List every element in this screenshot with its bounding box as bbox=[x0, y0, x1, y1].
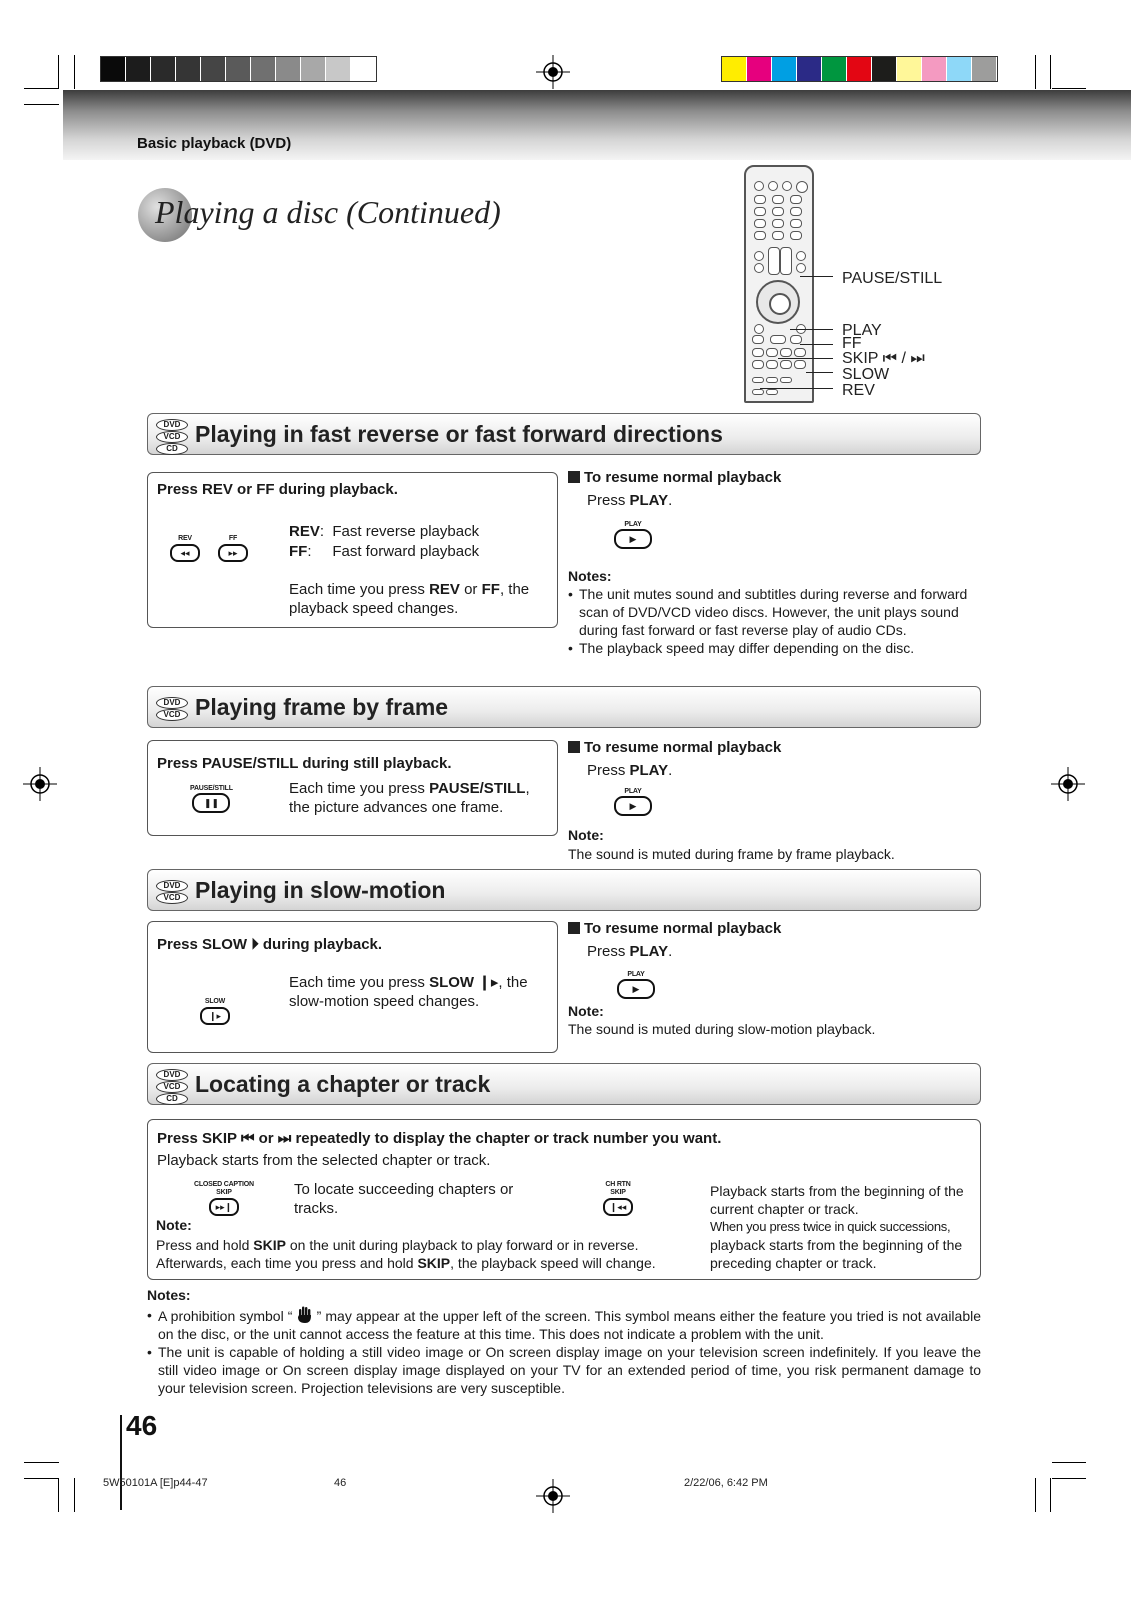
registration-mark-icon bbox=[536, 1479, 570, 1513]
instruction-text: Press PAUSE/STILL during still playback. bbox=[157, 755, 452, 772]
skip-next-button-icon: CLOSED CAPTION SKIP ▸▸❙ bbox=[194, 1181, 254, 1216]
registration-mark-icon bbox=[23, 767, 57, 801]
crop-mark bbox=[74, 1478, 75, 1512]
instruction-text: Press SLOW ⏵ during playback. bbox=[157, 936, 383, 953]
resume-heading: To resume normal playback bbox=[568, 919, 781, 938]
section-title: Playing frame by frame bbox=[195, 694, 449, 720]
callout-play: PLAY bbox=[842, 322, 882, 339]
color-swatch bbox=[722, 57, 747, 81]
crop-mark bbox=[1052, 88, 1086, 89]
list-item: • A prohibition symbol “ ” may appear at the upper left of the screen. This symbol means either the feature you tried is not available on the disc, or the unit cannot access the feature at this time. This does not indicate a problem with the unit. bbox=[147, 1306, 981, 1343]
resume-text: Press PLAY. bbox=[587, 943, 673, 960]
callout-skip: SKIP ⏮ / ⏭ bbox=[842, 350, 925, 367]
section-header-frame bbox=[147, 686, 981, 728]
skip-prev-description: Playback starts from the beginning of the current chapter or track. When you press twice in quick successions, playback starts from the beginning of the preceding chapter or track. bbox=[710, 1183, 964, 1271]
note-heading: Note: bbox=[156, 1217, 192, 1233]
gray-swatch bbox=[151, 57, 176, 81]
gray-swatch bbox=[251, 57, 276, 81]
note-text: The sound is muted during frame by frame playback. bbox=[568, 846, 895, 862]
crop-mark bbox=[58, 1478, 59, 1512]
dvd-badge: DVD bbox=[156, 697, 188, 709]
page-title: Playing a disc (Continued) bbox=[155, 194, 501, 230]
crop-mark bbox=[24, 1462, 59, 1463]
callout-ff: FF bbox=[842, 335, 862, 352]
color-swatch bbox=[872, 57, 897, 81]
crop-mark bbox=[1050, 55, 1051, 89]
crop-mark bbox=[24, 88, 59, 89]
note-text-line-2: Afterwards, each time you press and hold SKIP, the playback speed will change. bbox=[156, 1255, 656, 1271]
color-swatch bbox=[897, 57, 922, 81]
callout-slow: SLOW bbox=[842, 366, 890, 383]
instruction-text: Press SKIP ⏮ or ⏭ repeatedly to display the chapter or track number you want. bbox=[157, 1130, 722, 1147]
disc-badges bbox=[156, 697, 188, 721]
dvd-badge: DVD bbox=[156, 1069, 188, 1081]
gray-swatch bbox=[126, 57, 151, 81]
section-header-slow bbox=[147, 869, 981, 911]
instruction-text: Press REV or FF during playback. bbox=[157, 481, 398, 498]
resume-text: Press PLAY. bbox=[587, 762, 673, 779]
callout-line bbox=[778, 358, 833, 359]
frame-advance-text: Each time you press PAUSE/STILL, the picture advances one frame. bbox=[289, 780, 530, 816]
crop-mark bbox=[58, 55, 59, 89]
ff-button-icon: FF ▸▸ bbox=[218, 535, 248, 562]
note-heading: Note: bbox=[568, 827, 604, 843]
list-item: • The unit is capable of holding a still video image or On screen display image on your television screen indefinitely. If you leave the still video image or On screen display image displayed on your TV for an extended period of time, you risk permanent damage to your television screen. Projection televisions are very susceptible. bbox=[147, 1343, 981, 1397]
instruction-box-frame bbox=[147, 740, 558, 836]
disc-badges bbox=[156, 419, 188, 455]
resume-heading: To resume normal playback bbox=[568, 468, 781, 487]
slow-speed-text: Each time you press SLOW ❙▸, the slow-motion speed changes. bbox=[289, 974, 528, 1010]
crop-mark bbox=[1035, 55, 1036, 89]
section-header-chapter bbox=[147, 1063, 981, 1105]
resume-text: Press PLAY. bbox=[587, 492, 673, 509]
gray-swatch bbox=[226, 57, 251, 81]
bottom-notes-list bbox=[147, 1306, 981, 1397]
crop-mark bbox=[1035, 1478, 1036, 1512]
rev-button-icon: REV ◂◂ bbox=[170, 535, 200, 562]
gray-swatch bbox=[351, 57, 376, 81]
callout-line bbox=[800, 344, 833, 345]
crop-mark bbox=[1052, 1478, 1086, 1479]
vcd-badge: VCD bbox=[156, 431, 188, 443]
color-swatch bbox=[922, 57, 947, 81]
instruction-box-chapter bbox=[147, 1119, 981, 1280]
crop-mark bbox=[24, 1478, 59, 1479]
vcd-badge: VCD bbox=[156, 709, 188, 721]
speed-change-text: Each time you press REV or FF, the playback speed changes. bbox=[289, 581, 530, 617]
disc-badges bbox=[156, 880, 188, 904]
note-heading: Note: bbox=[568, 1003, 604, 1019]
registration-mark-icon bbox=[536, 55, 570, 89]
callout-line bbox=[800, 276, 833, 277]
page-number-rule bbox=[120, 1415, 122, 1510]
color-swatch bbox=[772, 57, 797, 81]
remote-control-illustration bbox=[744, 165, 814, 403]
vcd-badge: VCD bbox=[156, 892, 188, 904]
color-swatch bbox=[947, 57, 972, 81]
footer-file-ref: 5W50101A [E]p44-47 bbox=[103, 1477, 208, 1489]
rev-definition: REV: Fast reverse playback bbox=[289, 523, 480, 540]
vcd-badge: VCD bbox=[156, 1081, 188, 1093]
gray-swatch bbox=[176, 57, 201, 81]
grayscale-bar bbox=[100, 56, 377, 82]
color-bar bbox=[721, 56, 998, 82]
gray-swatch bbox=[326, 57, 351, 81]
list-item: • The playback speed may differ depending on the disc. bbox=[568, 639, 978, 657]
resume-heading: To resume normal playback bbox=[568, 738, 781, 757]
pause-still-button-icon: PAUSE/STILL ❚❚ bbox=[190, 785, 233, 813]
crop-mark bbox=[74, 55, 75, 89]
crop-mark bbox=[1050, 1478, 1051, 1512]
instruction-box-slow bbox=[147, 921, 558, 1053]
cd-badge: CD bbox=[156, 443, 188, 455]
dvd-badge: DVD bbox=[156, 419, 188, 431]
instruction-subtext: Playback starts from the selected chapter or track. bbox=[157, 1152, 491, 1169]
color-swatch bbox=[797, 57, 822, 81]
dvd-badge: DVD bbox=[156, 880, 188, 892]
color-swatch bbox=[847, 57, 872, 81]
section-header-fast bbox=[147, 413, 981, 455]
play-button-icon: PLAY ▶ bbox=[617, 971, 655, 999]
footer-timestamp: 2/22/06, 6:42 PM bbox=[684, 1477, 768, 1489]
callout-line bbox=[760, 388, 833, 389]
section-title: Playing in slow-motion bbox=[195, 877, 446, 903]
callout-line bbox=[790, 329, 833, 330]
gray-swatch bbox=[101, 57, 126, 81]
color-swatch bbox=[747, 57, 772, 81]
ff-definition: FF: Fast forward playback bbox=[289, 543, 480, 560]
color-swatch bbox=[822, 57, 847, 81]
gray-swatch bbox=[201, 57, 226, 81]
prohibition-hand-icon bbox=[297, 1306, 313, 1324]
callout-pause-still: PAUSE/STILL bbox=[842, 270, 943, 287]
callout-line bbox=[806, 372, 833, 373]
bottom-notes-heading: Notes: bbox=[147, 1287, 191, 1303]
play-button-icon: PLAY ▶ bbox=[614, 521, 652, 549]
instruction-box-fast bbox=[147, 472, 558, 628]
disc-badges bbox=[156, 1069, 188, 1105]
callout-rev: REV bbox=[842, 382, 875, 399]
notes-heading: Notes: bbox=[568, 568, 612, 584]
section-title: Locating a chapter or track bbox=[195, 1071, 491, 1097]
slow-button-icon: SLOW ❙▸ bbox=[200, 998, 230, 1025]
crop-mark bbox=[1052, 1462, 1086, 1463]
crop-mark bbox=[24, 104, 59, 105]
note-text-line-1: Press and hold SKIP on the unit during playback to play forward or in reverse. bbox=[156, 1237, 639, 1253]
notes-list bbox=[568, 585, 978, 657]
gray-swatch bbox=[276, 57, 301, 81]
gray-swatch bbox=[301, 57, 326, 81]
cd-badge: CD bbox=[156, 1093, 188, 1105]
registration-mark-icon bbox=[1051, 767, 1085, 801]
section-title: Playing in fast reverse or fast forward directions bbox=[195, 421, 723, 447]
note-text: The sound is muted during slow-motion playback. bbox=[568, 1021, 876, 1037]
list-item: • The unit mutes sound and subtitles during reverse and forward scan of DVD/VCD video discs. However, the unit plays sound during fast forward or fast reverse play of audio CDs. bbox=[568, 585, 978, 639]
page-number: 46 bbox=[126, 1410, 158, 1441]
skip-prev-button-icon: CH RTN SKIP ❙◂◂ bbox=[603, 1181, 633, 1216]
footer-page-ref: 46 bbox=[334, 1477, 347, 1489]
skip-next-description: To locate succeeding chapters or tracks. bbox=[294, 1181, 514, 1217]
play-button-icon: PLAY ▶ bbox=[614, 788, 652, 816]
color-swatch bbox=[972, 57, 997, 81]
section-label: Basic playback (DVD) bbox=[137, 135, 292, 152]
